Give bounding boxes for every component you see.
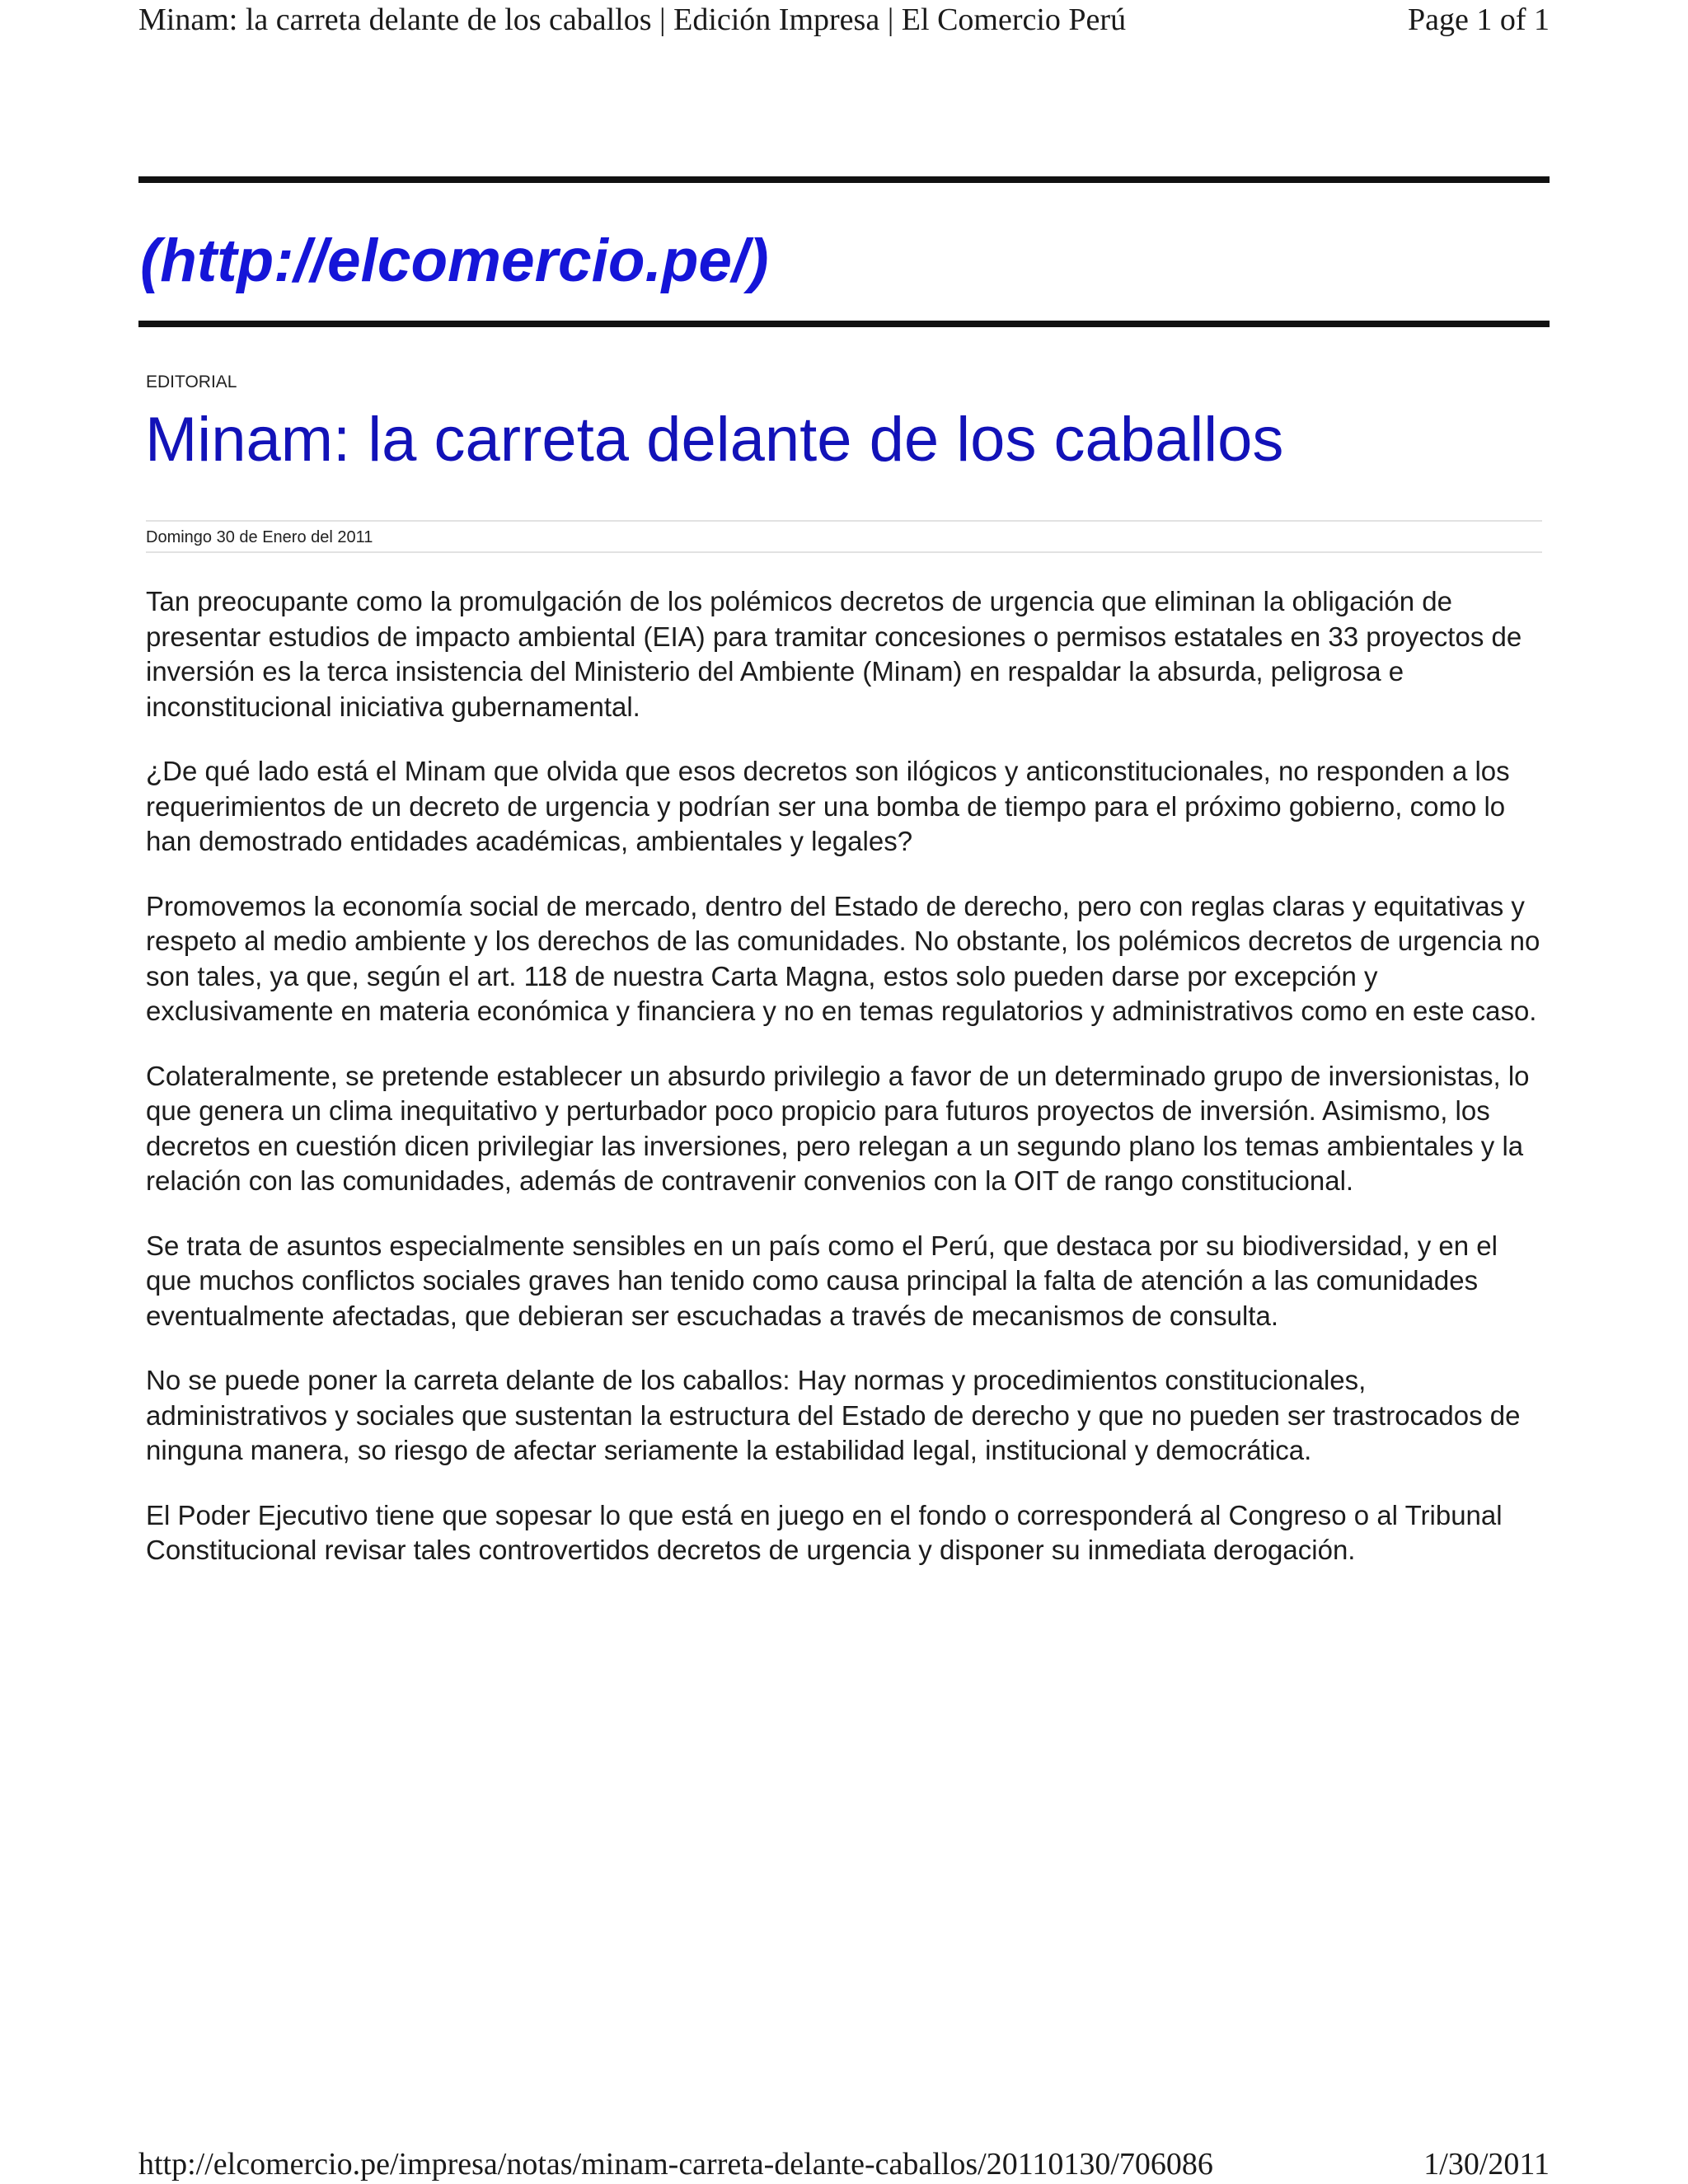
article-paragraph: Tan preocupante como la promulgación de los polémicos decretos de urgencia que eliminan la obligación de presentar estudios de impacto ambiental (EIA) para tramitar concesiones o permisos estatales en 33 proyectos de inversión es la terca insistencia del Ministerio del Ambiente (Minam) en respaldar la absurda, peligrosa e inconstitucional iniciativa gubernamental. bbox=[146, 586, 1522, 722]
print-footer-url: http://elcomercio.pe/impresa/notas/minam-carreta-delante-caballos/20110130/706086 bbox=[138, 2147, 1213, 2182]
masthead-top-rule bbox=[138, 176, 1550, 183]
masthead-site-link[interactable]: (http://elcomercio.pe/) bbox=[140, 227, 769, 294]
print-header bbox=[138, 0, 1550, 40]
article-paragraph: No se puede poner la carreta delante de los caballos: Hay normas y procedimientos constitucionales, administrativos y sociales que sustentan la estructura del Estado de derecho y que no pueden ser trastrocados de ninguna manera, so riesgo de afectar seriamente la estabilidad legal, institucional y democrática. bbox=[146, 1365, 1521, 1465]
article-title: Minam: la carreta delante de los caballos bbox=[145, 405, 1284, 475]
article-paragraph: Promovemos la economía social de mercado, dentro del Estado de derecho, pero con reglas claras y equitativas y respeto al medio ambiente y los derechos de las comunidades. No obstante, los polémicos decretos de urgencia no son tales, ya que, según el art. 118 de nuestra Carta Magna, estos solo pueden darse por excepción y exclusivamente en materia económica y financiera y no en temas regulatorios y administrativos como en este caso. bbox=[146, 890, 1540, 1026]
print-header-title: Minam: la carreta delante de los caballos | Edición Impresa | El Comercio Perú bbox=[138, 2, 1127, 37]
print-footer bbox=[138, 2144, 1550, 2184]
print-header-page-number: Page 1 of 1 bbox=[1407, 2, 1550, 37]
article-body bbox=[146, 584, 1547, 1598]
masthead-bottom-rule bbox=[138, 321, 1550, 327]
section-label: EDITORIAL bbox=[146, 373, 237, 391]
article-paragraph: Se trata de asuntos especialmente sensibles en un país como el Perú, que destaca por su biodiversidad, y en el que muchos conflictos sociales graves han tenido como causa principal la falta de atención a las comunidades eventualmente afectadas, que debieran ser escuchadas a través de mecanismos de consulta. bbox=[146, 1230, 1498, 1331]
article-paragraph: Colateralmente, se pretende establecer un absurdo privilegio a favor de un determinado grupo de inversionistas, lo que genera un clima inequitativo y perturbador poco propicio para futuros proyectos de inversión. Asimismo, los decretos en cuestión dicen privilegiar las inversiones, pero relegan a un segundo plano los temas ambientales y la relación con las comunidades, además de contravenir convenios con la OIT de rango constitucional. bbox=[146, 1060, 1530, 1196]
print-footer-date: 1/30/2011 bbox=[1423, 2147, 1550, 2182]
article-date: Domingo 30 de Enero del 2011 bbox=[146, 528, 373, 546]
article-paragraph: ¿De qué lado está el Minam que olvida que esos decretos son ilógicos y anticonstitucionales, no responden a los requerimientos de un decreto de urgencia y podrían ser una bomba de tiempo para el próximo gobierno, como lo han demostrado entidades académicas, ambientales y legales? bbox=[146, 756, 1510, 856]
article-paragraph: El Poder Ejecutivo tiene que sopesar lo que está en juego en el fondo o corresponderá al Congreso o al Tribunal Constitucional revisar tales controvertidos decretos de urgencia y disponer su inmediata derogación. bbox=[146, 1499, 1503, 1565]
date-bar bbox=[146, 520, 1542, 553]
